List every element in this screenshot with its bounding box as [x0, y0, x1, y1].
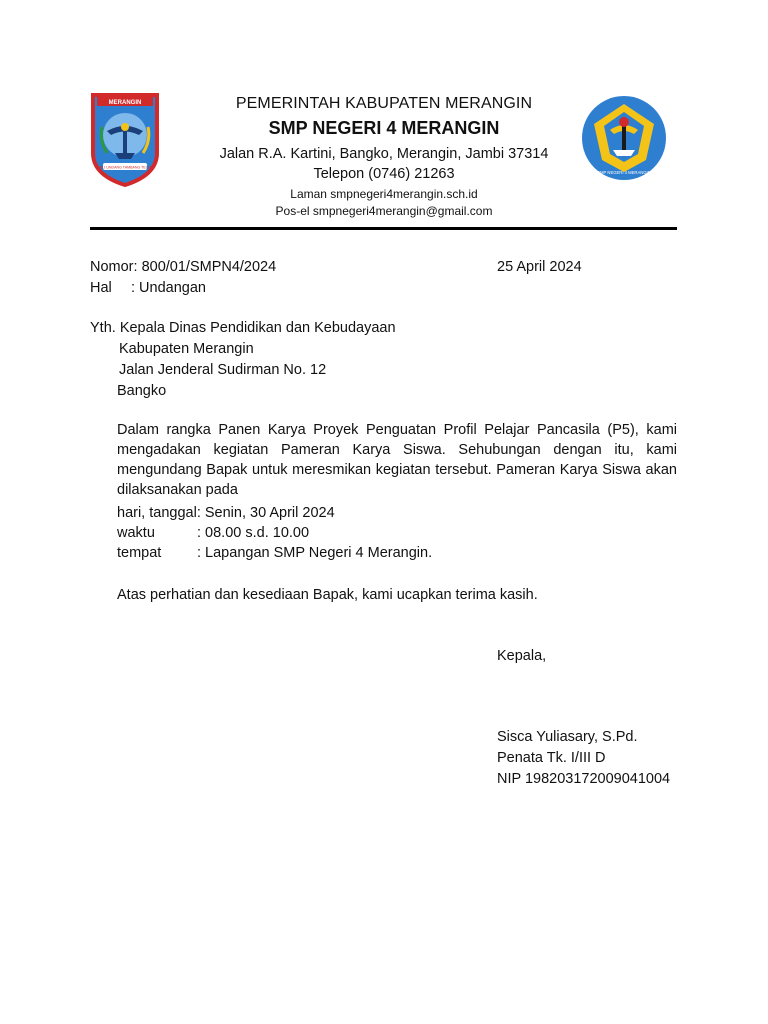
subject-value: : Undangan	[131, 280, 206, 296]
left-logo-motto: TALI UNDANG TAMBANG TELITI	[97, 165, 153, 170]
letterhead	[190, 94, 578, 220]
signature-title: Kepala,	[497, 648, 547, 664]
recipient-line-4: Bangko	[117, 383, 167, 399]
government-name: PEMERINTAH KABUPATEN MERANGIN	[235, 95, 533, 112]
right-logo-text: SMP NEGERI 4 MERANGIN	[597, 170, 651, 175]
detail-row-day	[117, 503, 335, 523]
letterhead-divider	[90, 227, 677, 230]
recipient-line-1: Yth. Kepala Dinas Pendidikan dan Kebudayaan	[90, 320, 396, 336]
detail-value: : 08.00 s.d. 10.00	[197, 525, 310, 541]
left-logo-title: MERANGIN	[108, 100, 142, 106]
merangin-regency-logo	[89, 91, 161, 187]
subject-label: Hal	[90, 280, 112, 296]
detail-label: waktu	[117, 525, 155, 541]
school-website: Laman smpnegeri4merangin.sch.id	[290, 187, 478, 201]
letter-number: Nomor: 800/01/SMPN4/2024	[90, 259, 277, 275]
detail-label: tempat	[117, 545, 162, 561]
school-name: SMP NEGERI 4 MERANGIN	[268, 118, 500, 138]
detail-value: : Lapangan SMP Negeri 4 Merangin.	[197, 545, 433, 561]
school-phone: Telepon (0746) 21263	[313, 166, 455, 182]
signatory-nip: NIP 198203172009041004	[497, 771, 671, 787]
letter-date: 25 April 2024	[497, 259, 582, 275]
recipient-line-2: Kabupaten Merangin	[119, 341, 254, 357]
recipient-line-3: Jalan Jenderal Sudirman No. 12	[119, 362, 327, 378]
signatory-rank: Penata Tk. I/III D	[497, 750, 606, 766]
school-address: Jalan R.A. Kartini, Bangko, Merangin, Jambi 37314	[219, 146, 549, 162]
detail-label: hari, tanggal	[117, 505, 197, 521]
subject-line	[90, 278, 206, 299]
detail-value: : Senin, 30 April 2024	[196, 505, 335, 521]
detail-row-place	[117, 543, 432, 563]
detail-row-time	[117, 523, 309, 543]
signatory-name: Sisca Yuliasary, S.Pd.	[497, 729, 638, 745]
closing-sentence: Atas perhatian dan kesediaan Bapak, kami ucapkan terima kasih.	[117, 587, 538, 603]
body-paragraph: Dalam rangka Panen Karya Proyek Penguatan Profil Pelajar Pancasila (P5), kami mengadakan kegiatan Pameran Karya Siswa. Sehubungan dengan itu, kami mengundang Bapak untuk meresmikan kegiatan tersebut. Pameran Karya Siswa akan dilaksanakan pada	[117, 422, 677, 498]
school-email: Pos-el smpnegeri4merangin@gmail.com	[275, 204, 493, 218]
school-logo	[580, 94, 668, 182]
